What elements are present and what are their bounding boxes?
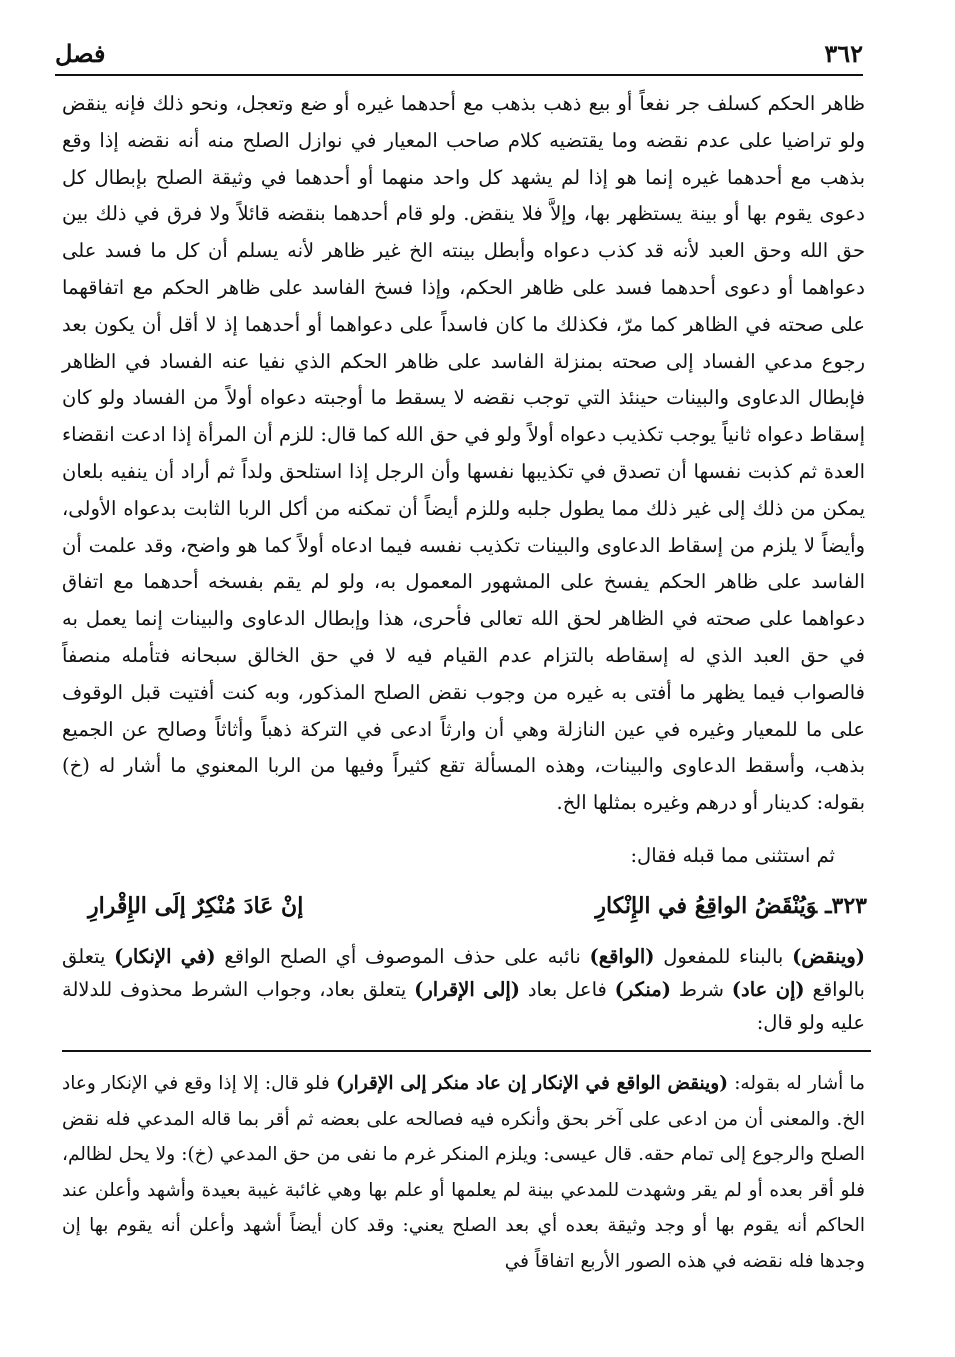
- section-title: فصل: [55, 39, 106, 68]
- footnote-divider: [62, 1050, 871, 1052]
- commentary-segment: نائبه على حذف الموصوف أي الصلح الواقع: [215, 945, 590, 968]
- verse-second-hemistich: إنْ عَادَ مُنْكِرٌ إلَى الإِقْرارِ: [88, 893, 304, 919]
- commentary-segment: (إلى الإقرار): [414, 978, 521, 1001]
- footnote-segment: (وينقض الواقع في الإنكار إن عاد منكر إلى الإقرار): [335, 1073, 728, 1094]
- commentary-segment: بالبناء للمفعول: [654, 945, 793, 968]
- verse-intro: ثم استثنى مما قبله فقال:: [630, 844, 835, 867]
- commentary-segment: (منكر): [614, 978, 671, 1001]
- commentary-segment: يتعلق بالواقع: [62, 945, 865, 1001]
- main-paragraph: ظاهر الحكم كسلف جر نفعاً أو بيع ذهب بذهب مع أحدهما غيره أو ضع وتعجل، ونحو ذلك فإنه ينقض ولو تراضيا على عدم نقضه وما يقتضيه كلام صاحب المعيار في نوازل الصلح منه أنه نقضه إذا وقع بذهب مع أحدهما غيره إنما هو إذا لم يشهد كل واحد منهما أو أحدهما في وثيقة الصلح بإبطال كل دعوى يقوم بها أو بينة يستظهر بها، وإلاَّ فلا ينقض. ولو قام أحدهما بنقضه قائلاً ولا فرق في ذلك بين حق الله وحق العبد لأنه قد كذب دعواه وأبطل بينته الخ غير ظاهر لأنه يسلم أن كل ما فسد على دعواهما أو دعوى أحدهما فسد على ظاهر الحكم، وإذا فسخ الفاسد على ظاهر الحكم مع اتفاقهما على صحته في الظاهر كما مرّ، فكذلك ما كان فاسداً على دعواهما أو أحدهما إذ لا أقل أن يكون بعد رجوع مدعي الفساد إلى صحته بمنزلة الفاسد على ظاهر الحكم الذي نفيا عنه الفساد في الظاهر فإبطال الدعاوى والبينات حينئذ التي توجب نقضه لا يسقط ما أوجبته دعواه أولاً من الفساد ولو كان إسقاط دعواه ثانياً يوجب تكذيب دعواه أولاً ولو في حق الله كما قال: للزم أن المرأة إذا ادعت انقضاء العدة ثم كذبت نفسها أن تصدق في تكذيبها نفسها وأن الرجل إذا استلحق ولداً ثم أراد أن ينفيه بلعان يمكن من ذلك إلى غير ذلك مما يطول جلبه وللزم أيضاً أن تمكنه من أكل الربا الثابت بدعواه الأولى، وأيضاً لا يلزم من إسقاط الدعاوى والبينات تكذيب نفسه فيما ادعاه أولاً كما هو واضح، وقد علمت أن الفاسد على ظاهر الحكم يفسخ على المشهور المعمول به، ولو لم يقم بفسخه أحدهما مع اتفاق دعواهما على صحته في الظاهر لحق الله تعالى فأحرى، هذا وإبطال الدعاوى والبينات إنما يعمل به في حق العبد الذي له إسقاطه بالتزام عدم القيام فيه لا في حق الخالق سبحانه فتأمله منصفاً فالصواب فيما يظهر ما أفتى به غيره من وجوب نقض الصلح المذكور، وبه كنت أفتيت قبل الوقوف على ما للمعيار وغيره في عين النازلة وهي أن وارثاً ادعى في التركة ذهباً وأثاثاً وصالح عن الجميع بذهب، وأسقط الدعاوى والبينات، وهذه المسألة تقع كثيراً وفيها من الربا المعنوي ما أشار له (خ) بقوله: كدينار أو درهم وغيره بمثلها الخ.: [62, 92, 865, 815]
- commentary-paragraph: [62, 940, 865, 1039]
- verse-line: [88, 884, 867, 928]
- commentary-segment: شرط: [670, 978, 732, 1001]
- footnote-paragraph: [62, 1066, 865, 1279]
- footnote-segment: فلو قال: إلا إذا وقع في الإنكار وعاد الخ. والمعنى أن من ادعى على آخر بحق وأنكره فيه فصالحه على بعضه ثم أقر بما قاله المدعي فله نقض الصلح والرجوع إلى تمام حقه. قال عيسى: ويلزم المنكر غرم ما نفى من حق المدعي (خ): ولا يحل لظالم، فلو أقر بعده أو لم يقر وشهدت للمدعي بينة لم يعلمها أو علم بها وهي غائبة غيبة بعيدة وأشهد وأعلن عند الحاكم أنه يقوم بها أو وجد وثيقة بعده أي بعد الصلح يعني: وقد كان أيضاً أشهد وأعلن أنه يقوم بها إن وجدها فله نقضه في هذه الصور الأربع اتفاقاً في: [62, 1073, 865, 1272]
- header-divider: [55, 74, 863, 76]
- commentary-segment: يتعلق بعاد، وجواب الشرط محذوف للدلالة عليه ولو قال:: [62, 978, 865, 1034]
- commentary-segment: (الواقع): [589, 945, 655, 968]
- verse-first-hemistich-text: وَيُنْقَضُ الواقِعُ في الإِنْكارِ: [595, 893, 818, 919]
- verse-first-hemistich: [595, 893, 867, 919]
- commentary-segment: فاعل بعاد: [520, 978, 615, 1001]
- commentary-segment: (إن عاد): [731, 978, 805, 1001]
- verse-number: ٣٢٣ـ: [825, 893, 867, 919]
- commentary-segment: (وينقض): [792, 945, 866, 968]
- page-number: ٣٦٢: [824, 39, 863, 68]
- page-header: [55, 28, 863, 68]
- commentary-segment: (في الإنكار): [114, 945, 216, 968]
- footnote-segment: ما أشار له بقوله:: [727, 1073, 866, 1094]
